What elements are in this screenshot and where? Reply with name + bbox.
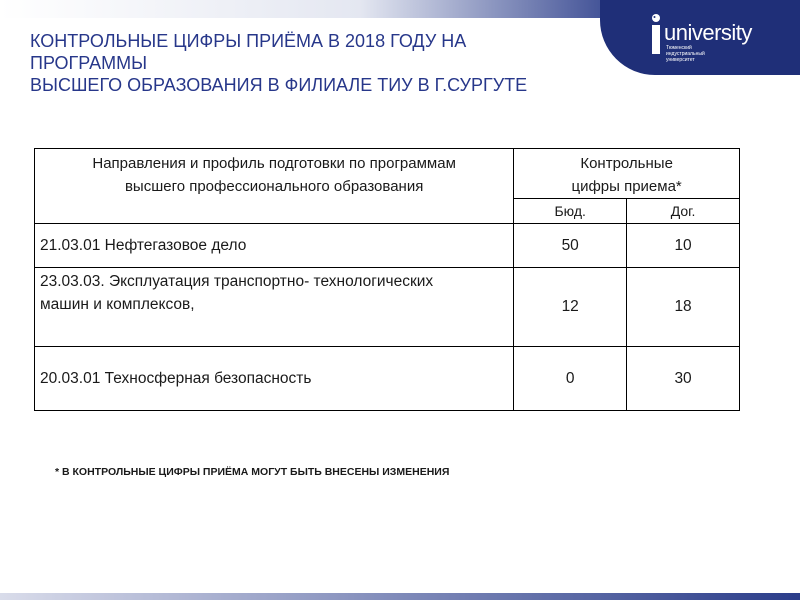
quota-column-header [514, 149, 740, 199]
budget-cell: 50 [514, 224, 627, 268]
quota-header-line: Контрольные [580, 155, 673, 172]
table-row [35, 347, 740, 411]
footnote: * В КОНТРОЛЬНЫЕ ЦИФРЫ ПРИЁМА МОГУТ БЫТЬ ВНЕСЕНЫ ИЗМЕНЕНИЯ [55, 466, 450, 478]
budget-cell: 12 [514, 268, 627, 347]
logo-subtitle-line: индустриальный [666, 51, 705, 57]
direction-header-line: Направления и профиль подготовки по программам [92, 155, 456, 172]
brand-panel [600, 0, 800, 75]
logo-wordmark: university [664, 20, 752, 45]
program-name-line: 20.03.01 Техносферная безопасность [40, 370, 312, 387]
footer-gradient-band [0, 593, 800, 600]
university-logo-icon [650, 14, 662, 54]
program-name-cell [35, 347, 514, 411]
logo-subtitle [666, 45, 746, 63]
logo-subtitle-line: Тюменский [666, 45, 692, 51]
page-title-line: ВЫСШЕГО ОБРАЗОВАНИЯ В ФИЛИАЛЕ ТИУ В Г.СУРГУТЕ [30, 75, 528, 95]
contract-cell: 30 [627, 347, 740, 411]
direction-column-header [35, 149, 514, 224]
program-name-cell [35, 224, 514, 268]
program-name-line: 21.03.01 Нефтегазовое дело [40, 237, 247, 254]
page-title [30, 30, 570, 96]
budget-column-header: Бюд. [514, 199, 627, 224]
budget-cell: 0 [514, 347, 627, 411]
contract-cell: 10 [627, 224, 740, 268]
program-name-line: машин и комплексов, [40, 296, 195, 313]
contract-column-header: Дог. [627, 199, 740, 224]
page-title-line: КОНТРОЛЬНЫЕ ЦИФРЫ ПРИЁМА В 2018 ГОДУ НА ПРОГРАММЫ [30, 31, 467, 73]
contract-cell: 18 [627, 268, 740, 347]
table-row [35, 268, 740, 347]
table-header-row [35, 149, 740, 199]
admission-quota-table [34, 148, 740, 411]
program-name-cell [35, 268, 514, 347]
program-name-line: 23.03.03. Эксплуатация транспортно- технологических [40, 273, 434, 290]
logo-subtitle-line: университет [666, 57, 695, 63]
quota-header-line: цифры приема* [571, 178, 682, 195]
table-row [35, 224, 740, 268]
direction-header-line: высшего профессионального образования [124, 178, 424, 195]
